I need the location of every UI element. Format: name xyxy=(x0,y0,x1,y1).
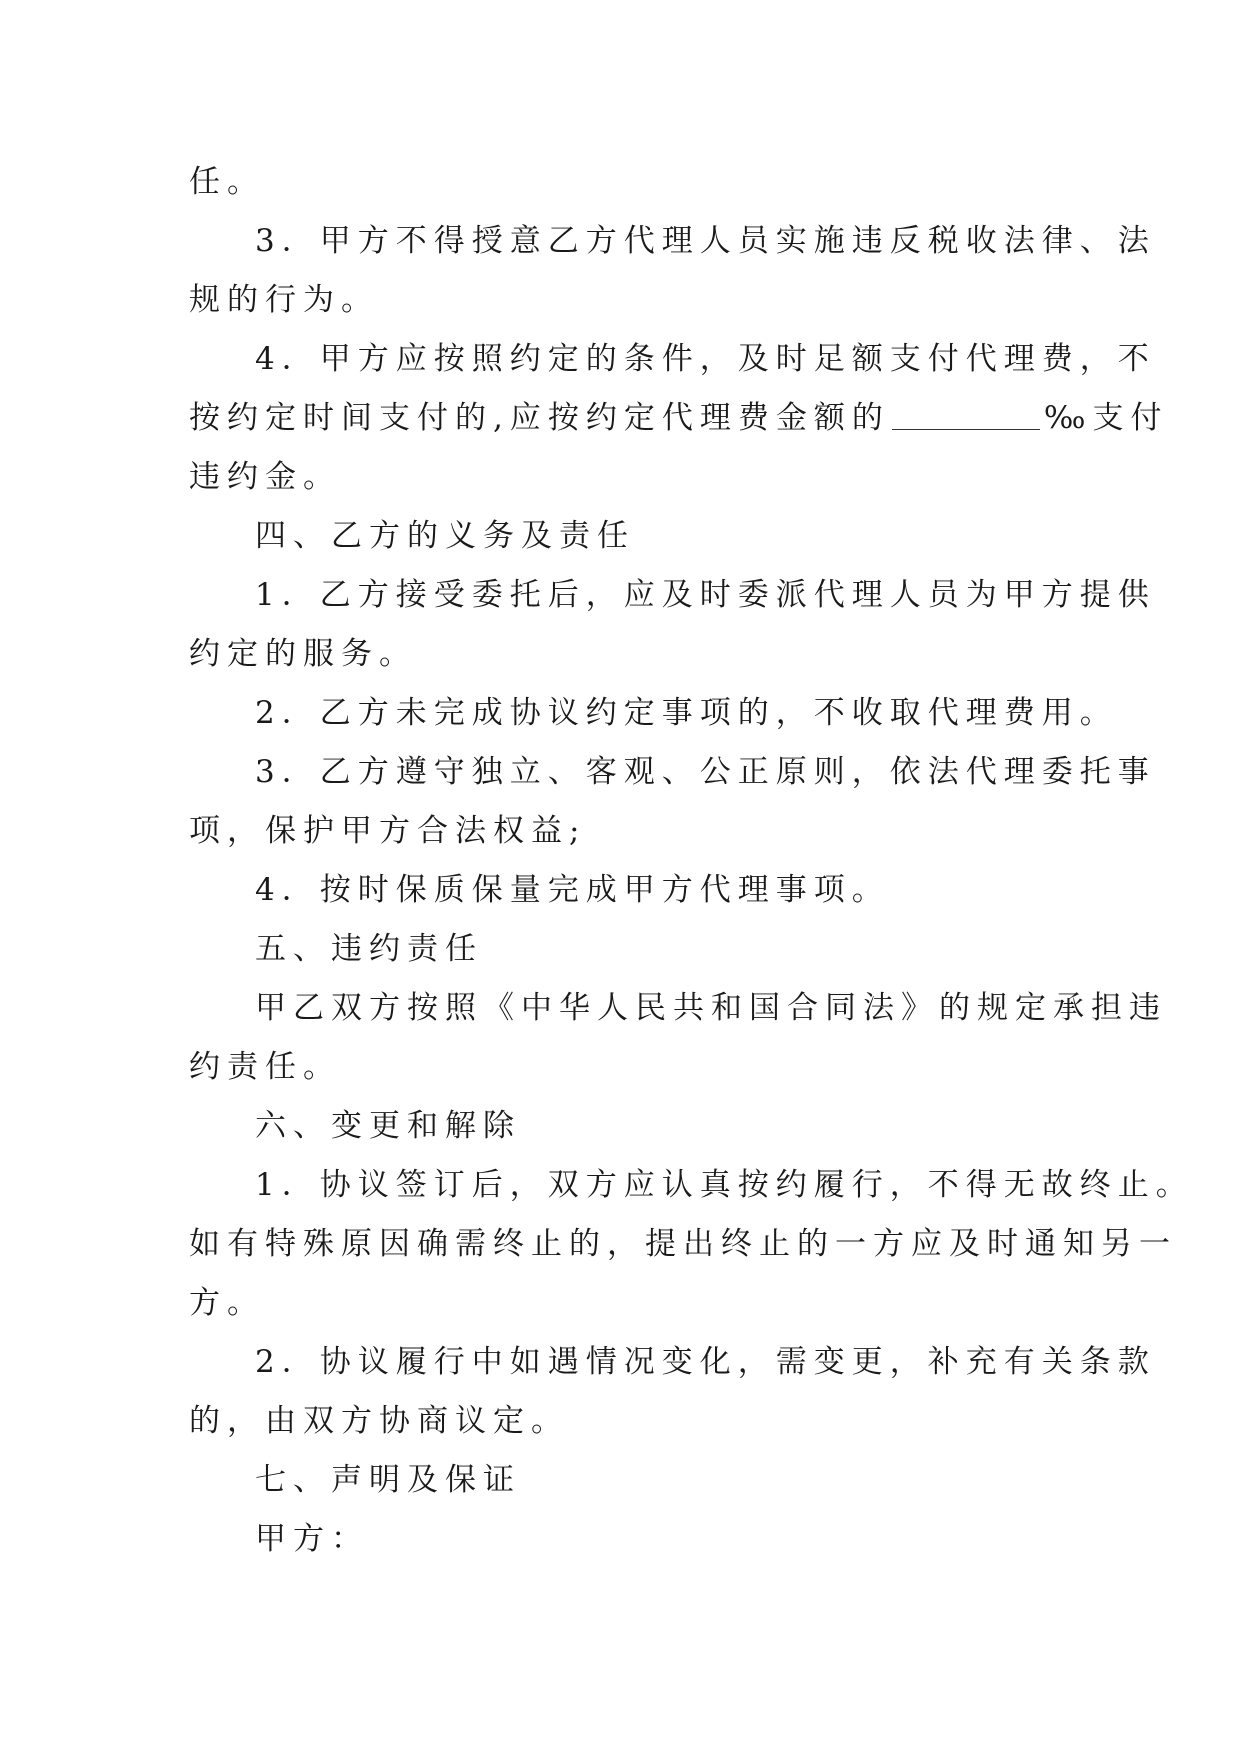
text-line: 任。 xyxy=(189,164,265,200)
text-line: 如有特殊原因确需终止的，提出终止的一方应及时通知另一 xyxy=(189,1226,1177,1262)
section-heading: 四、乙方的义务及责任 xyxy=(255,518,635,554)
text-line: 4．按时保质保量完成甲方代理事项。 xyxy=(255,872,890,908)
fill-in-blank xyxy=(892,399,1040,430)
text-line: 的，由双方协商议定。 xyxy=(189,1403,569,1439)
text-line: 项，保护甲方合法权益; xyxy=(189,813,587,849)
text-line: 3．乙方遵守独立、客观、公正原则，依法代理委托事 xyxy=(255,754,1156,790)
section-heading: 七、声明及保证 xyxy=(255,1462,521,1498)
text-line: 甲乙双方按照《中华人民共和国合同法》的规定承担违 xyxy=(255,990,1167,1026)
text-fragment: 按约定时间支付的,应按约定代理费金额的 xyxy=(189,400,890,436)
section-heading: 六、变更和解除 xyxy=(255,1108,521,1144)
text-line: 约定的服务。 xyxy=(189,636,417,672)
section-heading: 五、违约责任 xyxy=(255,931,483,967)
text-line: 2．乙方未完成协议约定事项的，不收取代理费用。 xyxy=(255,695,1118,731)
text-line: 3．甲方不得授意乙方代理人员实施违反税收法律、法 xyxy=(255,223,1156,259)
text-line-with-blank xyxy=(189,389,1169,448)
text-line: 1．协议签订后，双方应认真按约履行，不得无故终止。 xyxy=(255,1167,1194,1203)
text-line: 约责任。 xyxy=(189,1049,341,1085)
text-line: 1．乙方接受委托后，应及时委派代理人员为甲方提供 xyxy=(255,577,1156,613)
text-line: 规的行为。 xyxy=(189,282,379,318)
text-line: 4．甲方应按照约定的条件，及时足额支付代理费，不 xyxy=(255,341,1156,377)
text-line: 方。 xyxy=(189,1285,265,1321)
text-line: 2．协议履行中如遇情况变化，需变更，补充有关条款 xyxy=(255,1344,1156,1380)
text-fragment: ‰支付 xyxy=(1043,400,1169,436)
text-line: 违约金。 xyxy=(189,459,341,495)
document-body xyxy=(189,153,1194,1569)
text-line: 甲方： xyxy=(255,1521,369,1557)
